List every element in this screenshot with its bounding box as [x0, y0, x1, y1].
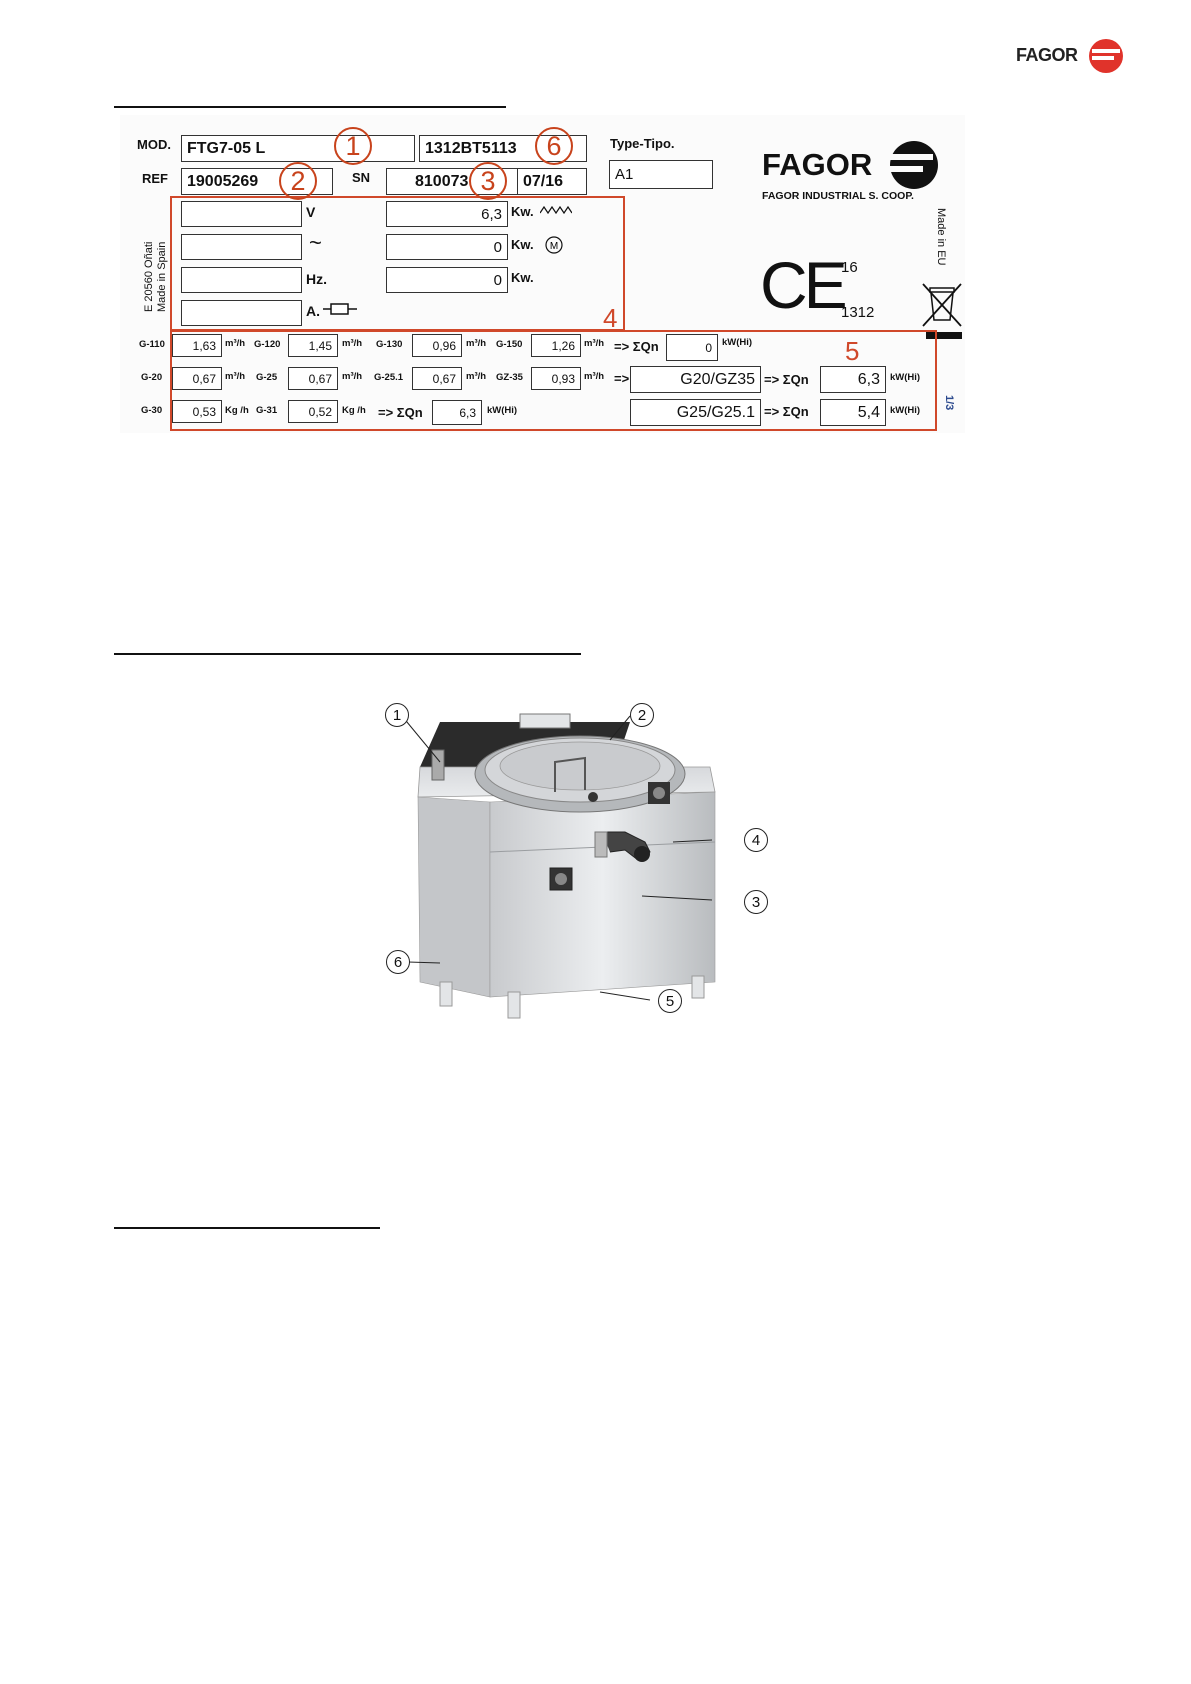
plate-callout-1: 1 — [334, 127, 372, 165]
g20-label: G-20 — [141, 372, 163, 383]
kw-heat-field: 6,3 — [386, 201, 508, 227]
boiling-pan-illustration — [380, 692, 780, 1032]
row2-qn-unit: kW(Hi) — [890, 372, 921, 383]
gz35-field: 0,93 — [531, 367, 581, 390]
g110-label: G-110 — [139, 339, 165, 350]
g110-field: 1,63 — [172, 334, 222, 357]
kw-motor-label: Kw. — [511, 237, 534, 252]
appliance-figure — [380, 692, 780, 1032]
figure-callout-1: 1 — [385, 703, 409, 727]
ce-number-1: 16 — [841, 259, 858, 276]
gz35-label: GZ-35 — [496, 372, 523, 383]
svg-text:M: M — [549, 241, 559, 252]
row1-qn-unit: kW(Hi) — [722, 337, 753, 348]
header-brand-text: FAGOR — [1016, 45, 1078, 65]
row3-qn-field: 6,3 — [432, 400, 482, 425]
row2-arrow: => — [614, 371, 630, 386]
row2-arrow-sum: => ΣQn — [764, 372, 809, 387]
electrical-frame-4 — [170, 196, 625, 331]
sn-label: SN — [352, 170, 371, 185]
row2-group-field: G20/GZ35 — [630, 366, 761, 393]
ce-number-2: 1312 — [841, 304, 875, 321]
row3-arrow-sum-2: => ΣQn — [764, 404, 809, 419]
row1-qn-field: 0 — [666, 334, 718, 361]
g150-field: 1,26 — [531, 334, 581, 357]
ce-mark: CE — [760, 248, 844, 322]
gz35-unit: m³/h — [584, 371, 605, 382]
kw-heat-label: Kw. — [511, 204, 534, 219]
g25-label: G-25 — [256, 372, 278, 383]
mod-label: MOD. — [137, 137, 171, 152]
plate-fagor-logo-icon — [885, 140, 943, 190]
kw-motor-field: 0 — [386, 234, 508, 260]
g31-unit: Kg /h — [342, 405, 366, 416]
g30-label: G-30 — [141, 405, 163, 416]
g130-unit: m³/h — [466, 338, 487, 349]
frame-label-4: 4 — [603, 303, 618, 333]
g251-label: G-25.1 — [374, 372, 404, 383]
gas-frame-5 — [170, 330, 937, 431]
plate-brand-subtitle: FAGOR INDUSTRIAL S. COOP. — [762, 190, 914, 202]
section-rule-2 — [114, 653, 581, 655]
fagor-logo-icon — [1088, 38, 1124, 74]
frame-label-5: 5 — [845, 336, 860, 366]
g31-field: 0,52 — [288, 400, 338, 423]
g25-unit: m³/h — [342, 371, 363, 382]
g251-field: 0,67 — [412, 367, 462, 390]
voltage-label: V — [306, 204, 316, 220]
sn-value: 810073 — [415, 172, 469, 190]
g130-field: 0,96 — [412, 334, 462, 357]
g20-field: 0,67 — [172, 367, 222, 390]
fagor-header-logo — [1016, 40, 1126, 72]
row3-qn2-field: 5,4 — [820, 399, 886, 426]
plate-callout-2: 2 — [279, 162, 317, 200]
row1-arrow-sum: => ΣQn — [614, 339, 659, 354]
ref-label: REF — [142, 171, 168, 186]
figure-callout-4: 4 — [744, 828, 768, 852]
row3-qn-unit: kW(Hi) — [487, 405, 518, 416]
plate-side-text-2: Made in Spain — [156, 241, 168, 312]
ac-wave-icon: ~ — [309, 230, 322, 255]
mod-field: FTG7-05 L — [181, 135, 415, 162]
kw-other-label: Kw. — [511, 270, 534, 285]
figure-callout-2: 2 — [630, 703, 654, 727]
g30-field: 0,53 — [172, 400, 222, 423]
g251-unit: m³/h — [466, 371, 487, 382]
page-mark-text: 1/3 — [943, 395, 955, 411]
row3-arrow-sum: => ΣQn — [378, 405, 423, 420]
g30-unit: Kg /h — [225, 405, 249, 416]
section-rule-1 — [114, 106, 506, 108]
hz-label: Hz. — [306, 271, 327, 287]
g25-field: 0,67 — [288, 367, 338, 390]
type-label: Type-Tipo. — [610, 136, 675, 151]
g31-label: G-31 — [256, 405, 278, 416]
made-in-eu-text: Made in EU — [935, 208, 947, 266]
plate-callout-3: 3 — [469, 162, 507, 200]
g110-unit: m³/h — [225, 338, 246, 349]
g120-label: G-120 — [254, 339, 281, 350]
row3-group-field: G25/G25.1 — [630, 399, 761, 426]
plate-callout-6: 6 — [535, 127, 573, 165]
row3-qn2-unit: kW(Hi) — [890, 405, 921, 416]
figure-callout-6: 6 — [386, 950, 410, 974]
g150-label: G-150 — [496, 339, 523, 350]
type-field: A1 — [609, 160, 713, 189]
kw-other-field: 0 — [386, 267, 508, 293]
ref-field: 19005269 — [181, 168, 333, 195]
g120-field: 1,45 — [288, 334, 338, 357]
g120-unit: m³/h — [342, 338, 363, 349]
date-field: 07/16 — [517, 168, 587, 195]
g20-unit: m³/h — [225, 371, 246, 382]
row2-qn-field: 6,3 — [820, 366, 886, 393]
g150-unit: m³/h — [584, 338, 605, 349]
figure-callout-3: 3 — [744, 890, 768, 914]
plate-brand — [760, 140, 950, 205]
plate-side-text-1: E 20560 Oñati — [143, 241, 155, 312]
figure-callout-5: 5 — [658, 989, 682, 1013]
code-field: 1312BT5113 — [419, 135, 587, 162]
g130-label: G-130 — [376, 339, 403, 350]
a-label: A. — [306, 303, 320, 319]
section-rule-3 — [114, 1227, 380, 1229]
plate-brand-text: FAGOR — [762, 147, 873, 182]
